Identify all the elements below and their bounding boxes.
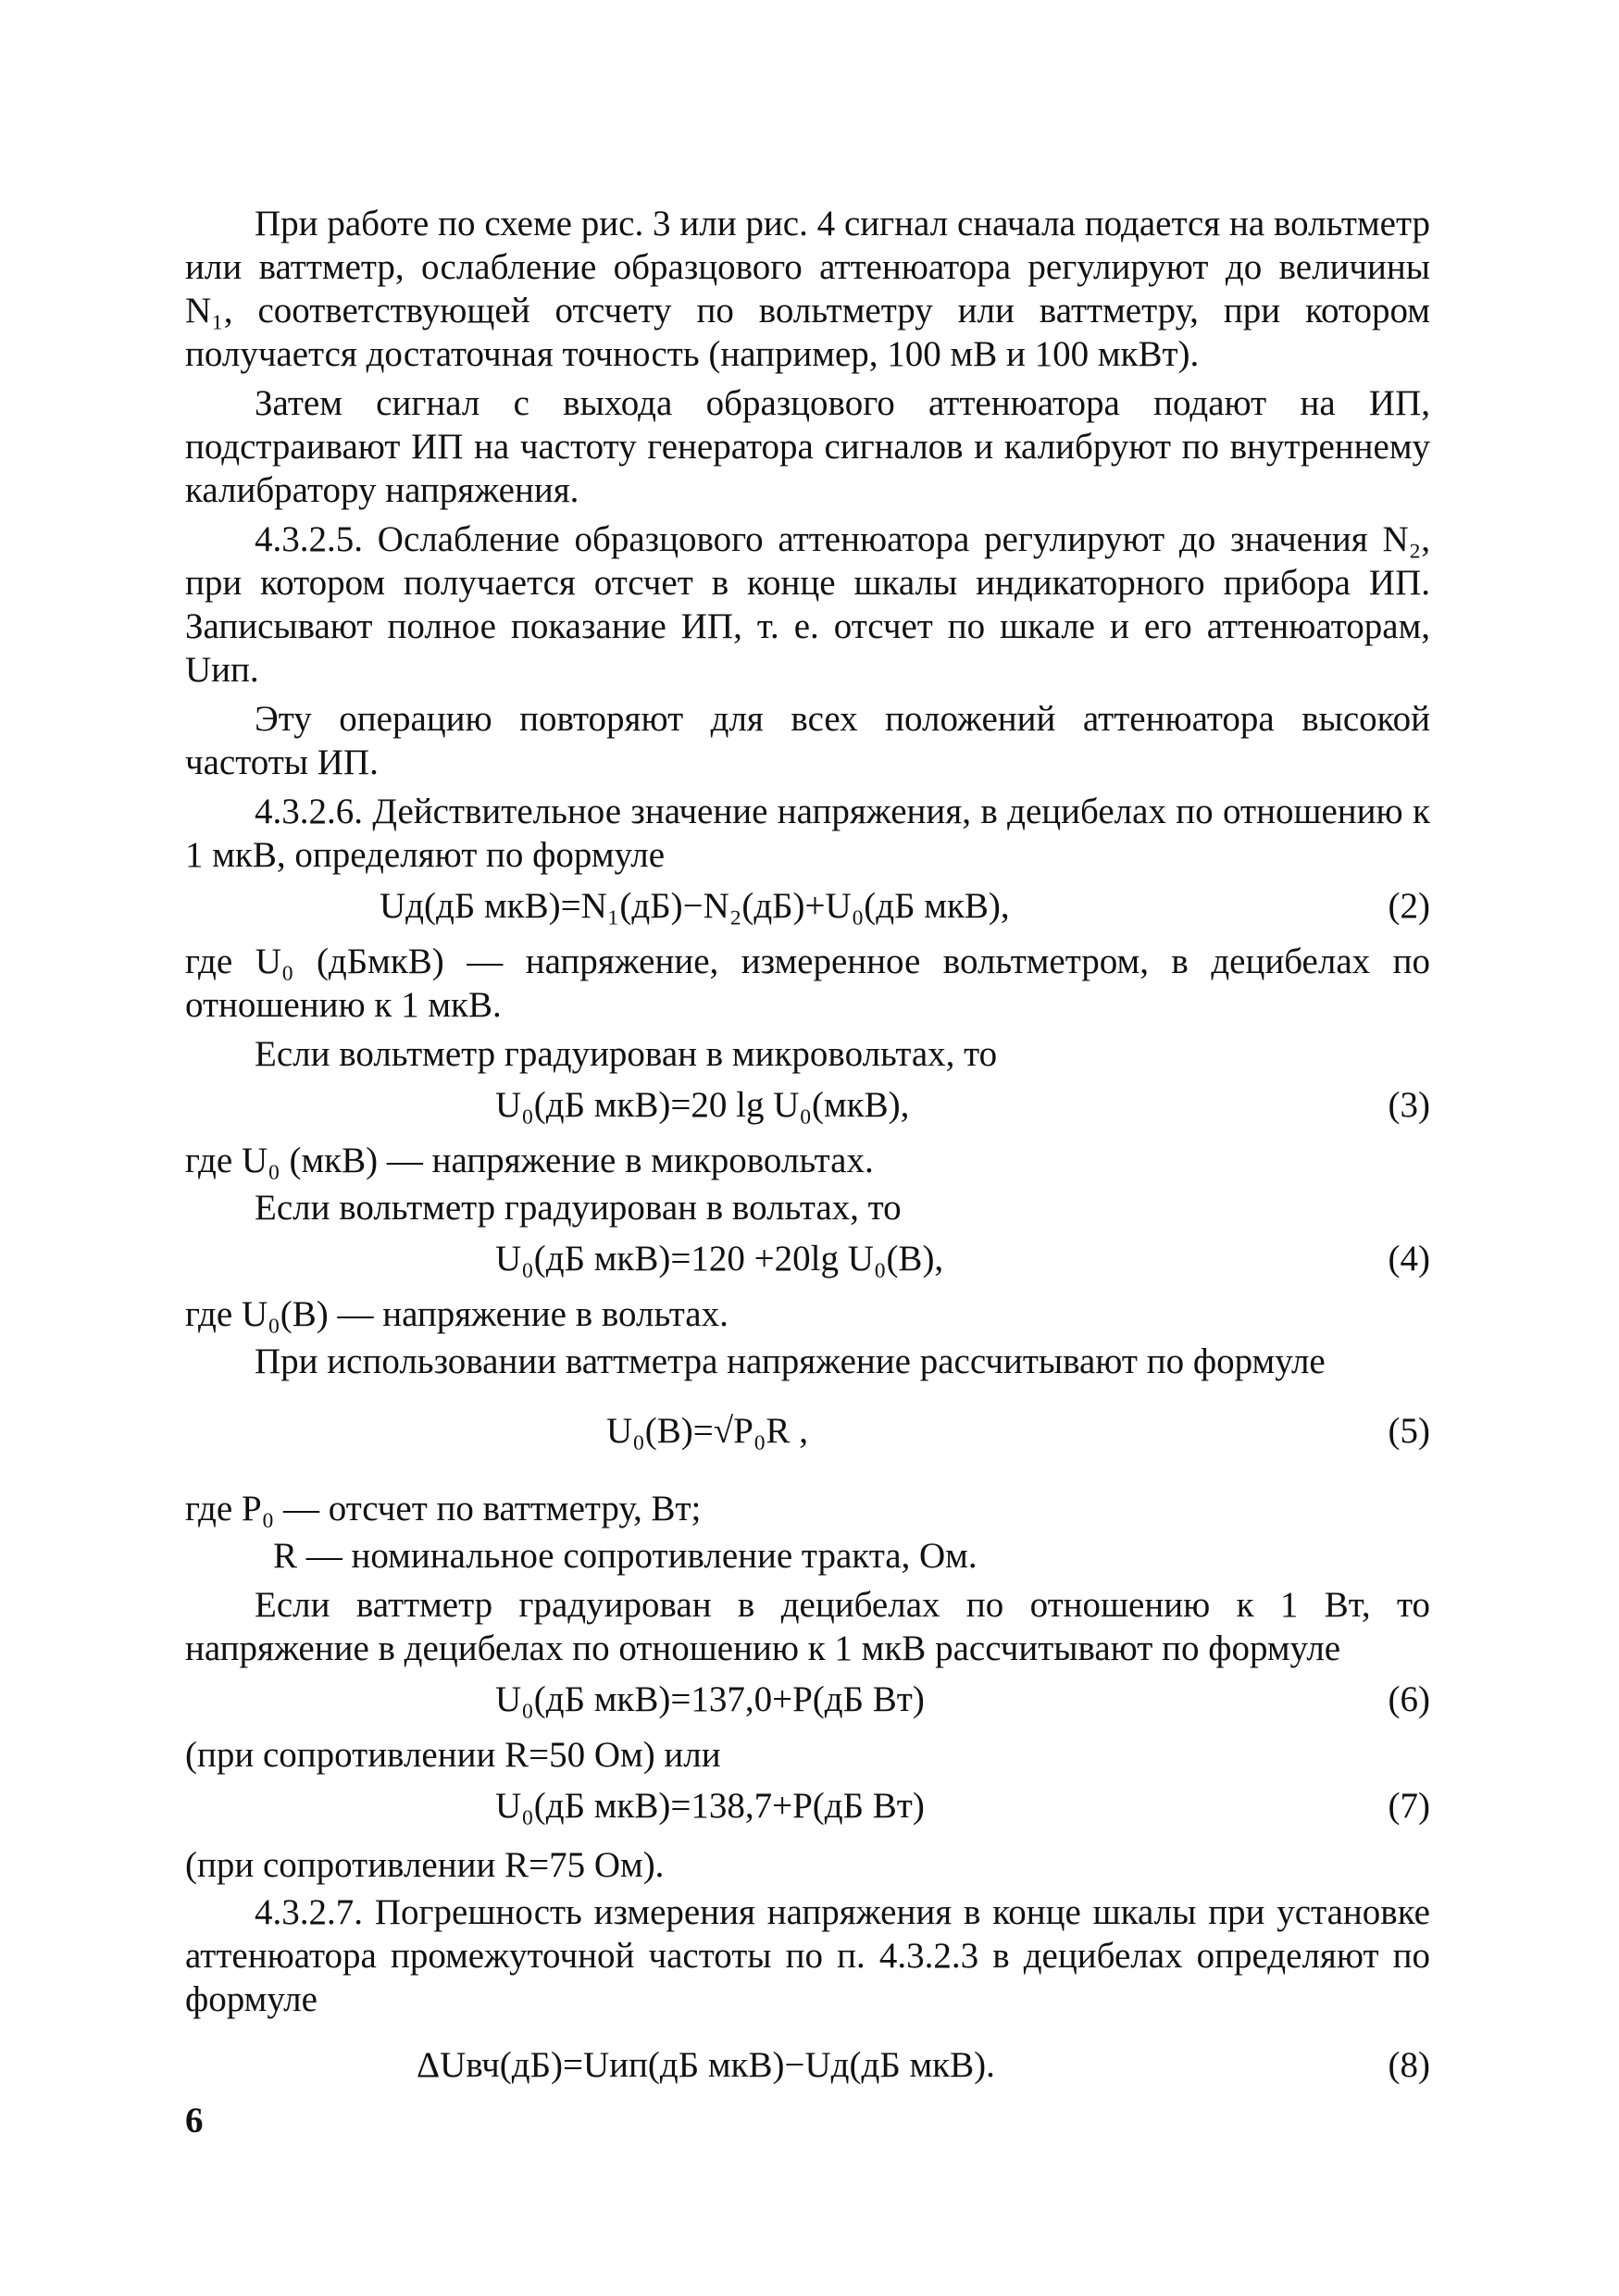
formula-3 [185,1083,1430,1129]
formula-7 [185,1784,1430,1830]
formula-3-number: (3) [1388,1085,1430,1125]
formula-8-expression: ΔUвч(дБ)=Uип(дБ мкВ)−Uд(дБ мкВ). [417,2045,995,2085]
formula-2-number: (2) [1388,886,1430,926]
paragraph-13: R — номинальное сопротивление тракта, Ом. [273,1536,978,1576]
formula-4-expression: U₀(дБ мкВ)=120 +20lg U₀(В), [495,1239,944,1279]
page-number: 6 [185,2101,204,2140]
formula-6-expression: U₀(дБ мкВ)=137,0+P(дБ Вт) [495,1679,925,1719]
formula-5-number: (5) [1388,1411,1430,1451]
paragraph-12: где P₀ — отсчет по ваттметру, Вт; [185,1489,702,1529]
paragraph-4-3-2-5: 4.3.2.5. Ослабление образцового аттенюатора регулируют до значения N₂, при котором получается отсчет в конце шкалы индикаторного прибора ИП. Записывают полное показание ИП, т. е. отсчет по шкале и его аттенюаторам, Uип. [185,519,1430,690]
document-page [185,202,1430,2099]
formula-2-expression: Uд(дБ мкВ)=N₁(дБ)−N₂(дБ)+U₀(дБ мкВ), [380,886,1010,926]
paragraph-15: (при сопротивлении R=50 Ом) или [185,1735,721,1775]
paragraph-4: Эту операцию повторяют для всех положений аттенюатора высокой частоты ИП. [185,699,1430,782]
paragraph-4-3-2-6: 4.3.2.6. Действительное значение напряжения, в децибелах по отношению к 1 мкВ, определяют по формуле [185,792,1430,875]
formula-6-number: (6) [1388,1679,1430,1719]
formula-7-number: (7) [1388,1786,1430,1826]
formula-3-expression: U₀(дБ мкВ)=20 lg U₀(мкВ), [495,1085,910,1125]
paragraph-10: где U₀(B) — напряжение в вольтах. [185,1294,729,1334]
paragraph-4-3-2-7: 4.3.2.7. Погрешность измерения напряжения в конце шкалы при установке аттенюатора промежуточной частоты по п. 4.3.2.3 в децибелах определяют по формуле [185,1892,1430,2019]
formula-2 [185,884,1430,930]
paragraph-9: Если вольтметр градуирован в вольтах, то [255,1188,902,1228]
formula-5 [185,1409,1430,1474]
paragraph-1: При работе по схеме рис. 3 или рис. 4 сигнал сначала подается на вольтметр или ваттметр, ослабление образцового аттенюатора регулируют до величины N₁, соответствующей отсчету по вольтметру или ваттметру, при котором получается достаточная точность (например, 100 мВ и 100 мкВт). [185,204,1430,374]
formula-4-number: (4) [1388,1239,1430,1279]
paragraph-8: где U₀ (мкВ) — напряжение в микровольтах. [185,1141,874,1180]
paragraph-14: Если ваттметр градуирован в децибелах по отношению к 1 Вт, то напряжение в децибелах по отношению к 1 мкВ рассчитывают по формуле [185,1585,1430,1668]
formula-8-number: (8) [1388,2045,1430,2085]
formula-4 [185,1237,1430,1283]
paragraph-11: При использовании ваттметра напряжение рассчитывают по формуле [255,1341,1326,1381]
paragraph-7: Если вольтметр градуирован в микровольтах, то [255,1034,998,1074]
paragraph-2: Затем сигнал с выхода образцового аттенюатора подают на ИП, подстраивают ИП на частоту генератора сигналов и калибруют по внутреннему калибратору напряжения. [185,383,1430,510]
formula-8 [185,2043,1430,2090]
formula-6 [185,1678,1430,1724]
paragraph-16: (при сопротивлении R=75 Ом). [185,1845,665,1885]
paragraph-6: где U₀ (дБмкВ) — напряжение, измеренное вольтметром, в децибелах по отношению к 1 мкВ. [185,942,1430,1025]
formula-7-expression: U₀(дБ мкВ)=138,7+P(дБ Вт) [495,1786,925,1826]
formula-5-expression: U₀(B)=√P₀R , [606,1411,808,1451]
